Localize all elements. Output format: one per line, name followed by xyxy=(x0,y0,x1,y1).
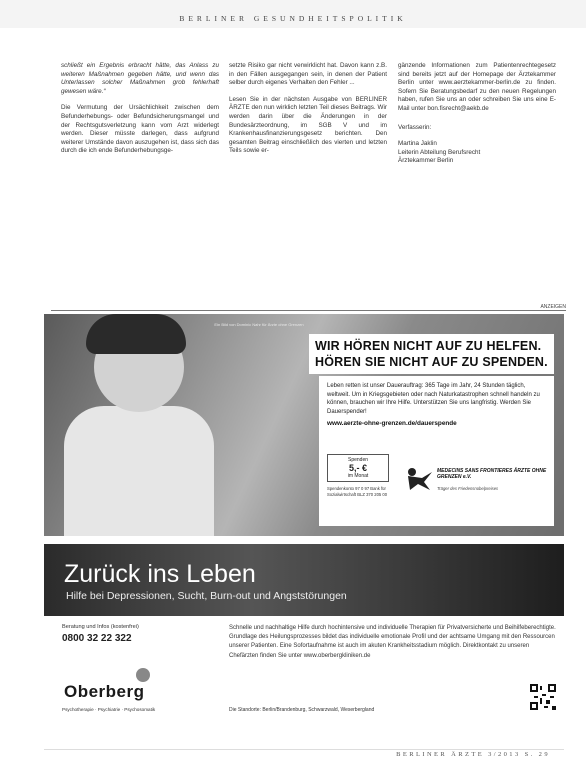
author-role: Leiterin Abteilung Berufsrecht xyxy=(398,148,481,156)
msf-logo-icon xyxy=(404,466,434,492)
msf-headline-line-2: HÖREN SIE NICHT AUF ZU SPENDEN. xyxy=(315,355,548,369)
msf-text-box xyxy=(319,376,554,526)
oberberg-logo-icon xyxy=(136,668,150,682)
oberberg-subtitle: Hilfe bei Depressionen, Sucht, Burn-out und Angststörungen xyxy=(66,590,347,602)
qr-code-icon[interactable] xyxy=(530,684,556,710)
oberberg-title: Zurück ins Leben xyxy=(64,560,256,588)
bank-details: Spendenkonto 97 0 97 Bank für Sozialwirtschaft BLZ 370 205 00 xyxy=(327,486,388,497)
msf-body-text: Leben retten ist unser Dauerauftrag: 365 Tage im Jahr, 24 Stunden täglich, weltweit. Um in Kriegsgebieten oder nach Naturkatastrophen schnell handeln zu können, brauchen wir Ihre Hilfe. Unterstützen Sie uns langfristig. Werden Sie Dauerspender! xyxy=(327,383,540,415)
article-column-3 xyxy=(398,62,556,166)
donate-period: im Monat xyxy=(347,473,369,479)
author-block xyxy=(398,124,556,166)
article-paragraph: Die Vermutung der Ursächlichkeit zwischen dem Befunderhebungs- oder Befundsicherungsmangel und der Rechtsgutsverletzung kann vom Arzt widerlegt werden. Dieser müsste darlegen, dass aufgrund weiterer Umstände davon auszugehen ist, dass sich das durch die ich ende Befunderhebungsge- xyxy=(61,104,219,155)
donate-label: Spenden xyxy=(347,457,369,463)
msf-advertisement[interactable] xyxy=(44,314,564,536)
donate-badge xyxy=(327,454,389,482)
msf-url-link[interactable]: www.aerzte-ohne-grenzen.de/dauerspende xyxy=(327,420,457,428)
oberberg-advertisement[interactable] xyxy=(44,544,564,750)
msf-headline-line-1: WIR HÖREN NICHT AUF ZU HELFEN. xyxy=(315,339,542,353)
donate-amount: 5,- € xyxy=(348,463,367,473)
msf-org-name: MEDECINS SANS FRONTIERES ÄRZTE OHNE GRENZEN e.V. xyxy=(437,468,547,480)
hotline-number[interactable]: 0800 32 22 322 xyxy=(62,633,132,644)
hotline-label: Beratung und Infos (kostenfrei) xyxy=(62,624,139,630)
oberberg-tagline: Psychotherapie · Psychiatrie · Psychosomatik xyxy=(62,707,156,712)
nurse-headscarf xyxy=(86,314,186,354)
article-paragraph: setzte Risiko gar nicht verwirklicht hat. Davon kann z.B. in den Fällen ausgegangen sein, in denen der Patient selber durch eigenes Verhalten den Fehler ... xyxy=(229,62,387,87)
msf-slogan: Träger des Friedensnobelpreises xyxy=(437,486,499,491)
ad-label: ANZEIGEN xyxy=(537,304,566,310)
author-org: Ärztekammer Berlin xyxy=(398,157,454,165)
running-head: BERLINER GESUNDHEITSPOLITIK xyxy=(0,0,586,28)
article-paragraph: gänzende Informationen zum Patientenrechtegesetz sind bereits jetzt auf der Homepage der Ärztekammer Berlin unter www.aerztekammer-berlin.de zu finden. Sofern Sie Beratungsbedarf zu den neuen Regelungen haben, rufen Sie uns an oder schreiben Sie uns eine E-Mail unter bon.fisrecht@aekb.de xyxy=(398,62,556,112)
article-column-2 xyxy=(229,62,387,164)
author-name: Martina Jaklin xyxy=(398,140,437,148)
oberberg-locations: Die Standorte: Berlin/Brandenburg, Schwarzwald, Weserbergland xyxy=(229,707,375,713)
photo-caption: Ein Bild von Dominic Nahr für Ärzte ohne Grenzen xyxy=(214,322,304,327)
oberberg-logo: Oberberg xyxy=(64,682,145,701)
page-footer: BERLINER ÄRZTE 3/2013 S. 29 xyxy=(396,751,550,758)
article-paragraph: Lesen Sie in der nächsten Ausgabe von BERLINER ÄRZTE den nun wirklich letzten Teil dieses Beitrags. Wir werden darin über die Änderungen in der Bundesärzteordnung, im SGB V und im Krankenhausfinanzierungsgesetz berichten. Den gesamten Beitrag einschließlich des vierten und letzten Teils sowie er- xyxy=(229,95,387,155)
article-quote: schließt ein Ergebnis erbracht hätte, das Anlass zu weiteren Maßnahmen gegeben hätte, und wenn das Unterlassen solcher Maßnahmen grob fehlerhaft gewesen wäre.“ xyxy=(61,62,219,95)
article-column-1 xyxy=(61,62,219,164)
oberberg-body-text: Schnelle und nachhaltige Hilfe durch hochintensive und individuelle Therapien für Privatversicherte und Beihilfeberechtigte. Grundlage des Heilungsprozesses bildet das individuelle emotionale Profil und der achtsame Umgang mit den Ressourcen unserer Patienten. Eine Sofortaufnahme ist auch im akuten Krankheitsstadium möglich. Direktkontakt zu unseren Chefärzten finden Sie unter www.oberbergkliniken.de xyxy=(229,625,556,659)
ad-divider xyxy=(51,310,566,311)
msf-headline xyxy=(309,334,554,374)
nurse-figure xyxy=(64,406,214,536)
author-label: Verfasserin: xyxy=(398,123,432,131)
